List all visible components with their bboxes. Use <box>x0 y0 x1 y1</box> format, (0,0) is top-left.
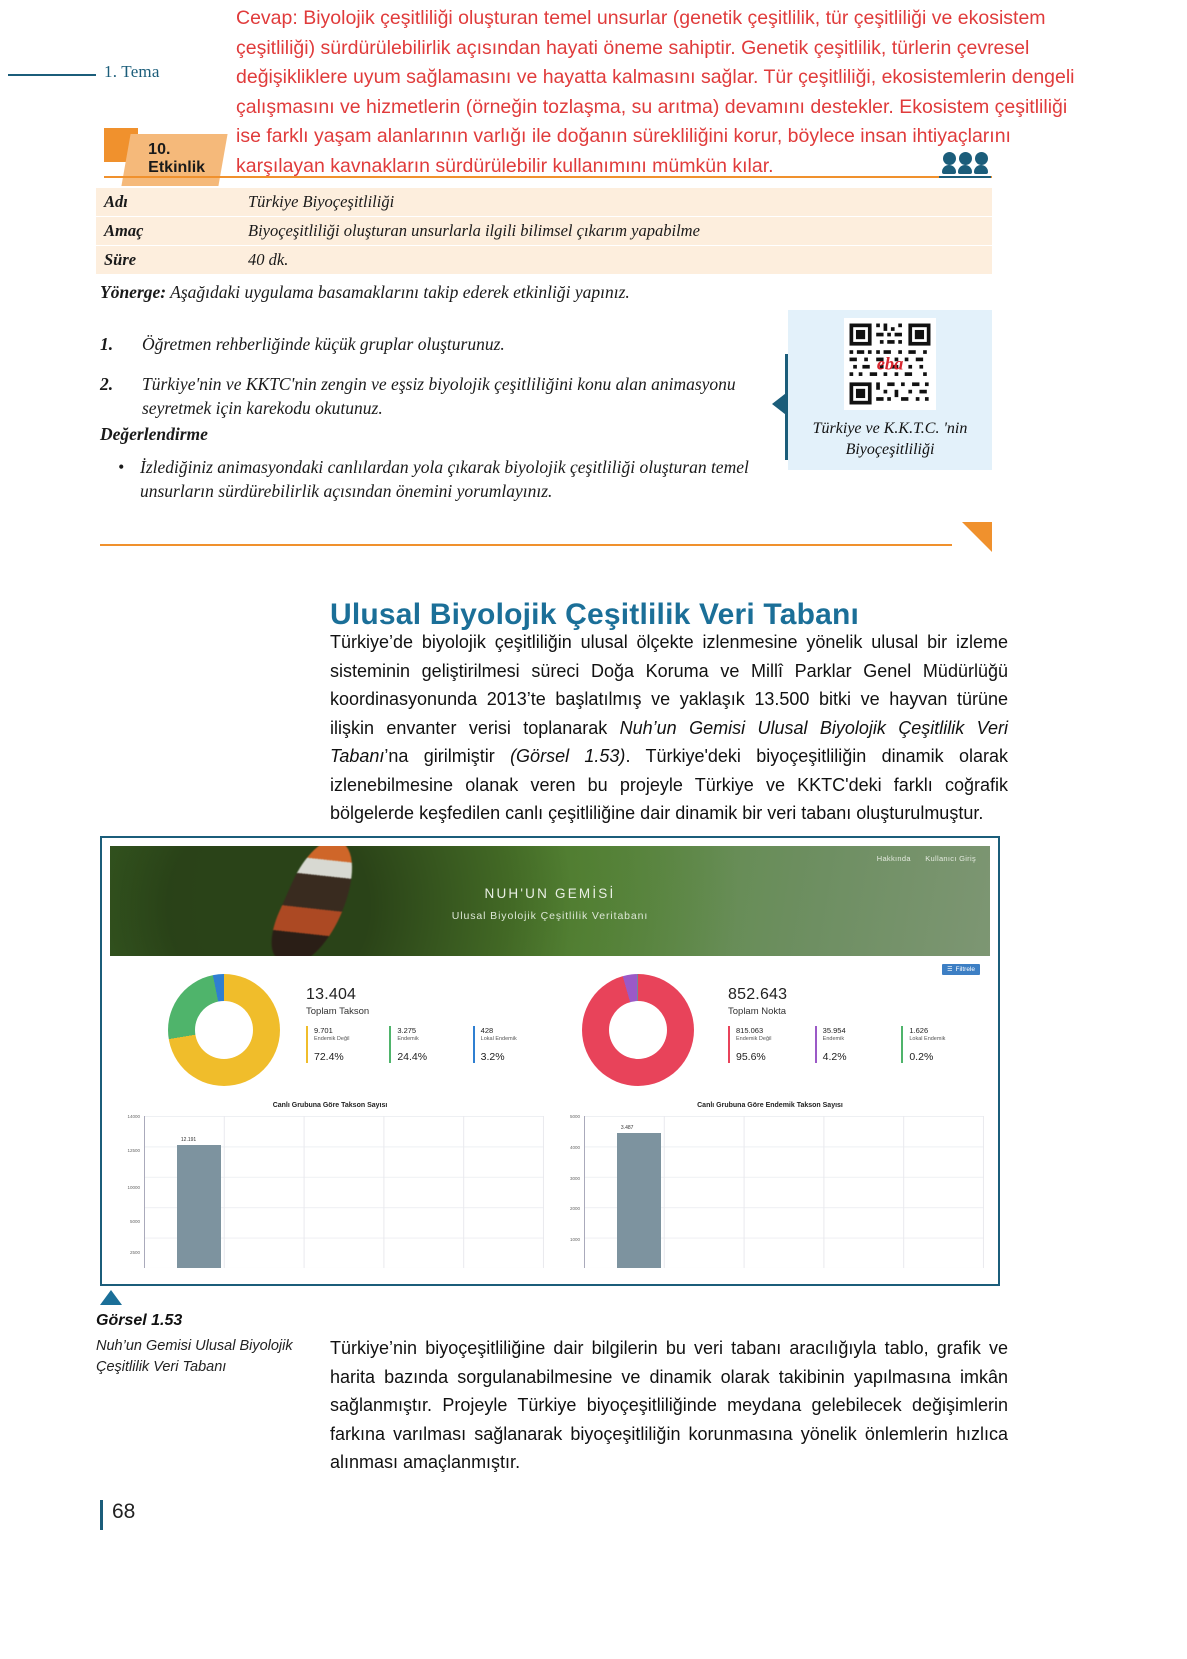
article-body <box>330 628 1008 828</box>
instruction-label: Yönerge: <box>100 282 167 302</box>
dashboard-summary-panels <box>110 956 990 1098</box>
metric-value: 428 <box>480 1026 494 1035</box>
bullet-icon: • <box>118 457 125 477</box>
metric-percent: 4.2% <box>822 1051 847 1063</box>
chart-title: Canlı Grubuna Göre Takson Sayısı <box>272 1102 388 1109</box>
taxon-bar-chart <box>110 1098 550 1276</box>
page-number: 68 <box>112 1500 136 1523</box>
taxon-stats <box>306 986 546 1063</box>
metric-label: Endemik <box>822 1036 845 1042</box>
metric-endemik <box>389 1026 462 1063</box>
row-key: Süre <box>96 246 240 275</box>
body-italic-1: Nuh’un Gemisi Ulusal Biyolojik Çeşitlilik Veri Tabanı <box>330 717 1008 766</box>
metric-label: Lokal Endemik <box>909 1036 946 1042</box>
filter-button[interactable] <box>942 964 980 975</box>
taxon-total-label: Toplam Takson <box>306 1006 370 1017</box>
y-tick: 5000 <box>129 1218 140 1224</box>
metric-endemik-degil <box>306 1026 379 1063</box>
row-key: Amaç <box>96 217 240 246</box>
chart-title: Canlı Grubuna Göre Endemik Takson Sayısı <box>697 1102 843 1109</box>
y-axis-ticks <box>552 1114 582 1268</box>
taxon-summary-panel <box>110 956 550 1098</box>
row-value: Türkiye Biyoçeşitliliği <box>240 188 992 217</box>
group-work-icon <box>939 152 991 178</box>
metric-lokal-endemik <box>901 1026 978 1063</box>
folio-rule <box>100 1500 103 1530</box>
bar-value-label: 3.487 <box>620 1125 634 1132</box>
theme-rule <box>8 74 96 76</box>
plot-area <box>584 1116 984 1268</box>
metric-percent: 95.6% <box>736 1051 766 1063</box>
taxon-total-value: 13.404 <box>306 986 357 1003</box>
y-tick: 4000 <box>569 1144 580 1150</box>
metric-percent: 0.2% <box>909 1051 934 1063</box>
point-donut-chart <box>582 974 694 1086</box>
row-value: 40 dk. <box>240 246 992 275</box>
instruction-steps <box>100 332 780 436</box>
list-item <box>100 332 780 356</box>
y-tick: 12500 <box>127 1147 140 1153</box>
figure-caption-subtitle: Nuh’un Gemisi Ulusal Biyolojik Çeşitlilik Veri Tabanı <box>96 1338 293 1375</box>
nav-item-login[interactable]: Kullanıcı Giriş <box>925 854 976 863</box>
point-total-label: Toplam Nokta <box>728 1006 787 1017</box>
metric-value: 815.063 <box>736 1026 764 1035</box>
dashboard-bar-charts <box>110 1098 990 1276</box>
step-number: 2. <box>100 374 114 394</box>
theme-label: 1. Tema <box>104 62 160 81</box>
row-value: Biyoçeşitliliği oluşturan unsurlarla ilgili bilimsel çıkarım yapabilme <box>240 217 992 246</box>
body-part-1: Türkiye’de biyolojik çeşitliliğin ulusal ölçekte izlenmesine yönelik ulusal bir izleme sisteminin geliştirilmesi süreci Doğa Koruma ve Millî Parklar Genel Müdürlüğü koordinasyonunda 2013’te başlatılmış ve yaklaşık 13.500 bitki ve hayvan türüne ilişkin envanter verisi toplanarak <box>330 632 1008 738</box>
nav-item-about[interactable]: Hakkında <box>876 854 911 863</box>
y-tick: 10000 <box>127 1184 140 1190</box>
plot-area <box>144 1116 544 1268</box>
evaluation-list <box>118 455 768 503</box>
instruction-line <box>100 282 800 303</box>
metric-value: 3.275 <box>397 1026 417 1035</box>
y-tick: 1000 <box>569 1237 580 1243</box>
y-tick: 2000 <box>569 1206 580 1212</box>
eba-brand-text: eba <box>876 353 904 374</box>
bar <box>177 1145 221 1268</box>
step-number: 1. <box>100 334 114 354</box>
qr-caption <box>788 418 992 460</box>
endemic-taxon-bar-chart <box>550 1098 990 1276</box>
body-italic-2: (Görsel 1.53) <box>510 746 626 766</box>
evaluation-heading: Değerlendirme <box>100 424 208 444</box>
instruction-text: Aşağıdaki uygulama basamaklarını takip ederek etkinliği yapınız. <box>166 282 630 302</box>
y-tick: 3000 <box>569 1175 580 1181</box>
answer-text: Cevap: Biyolojik çeşitliliği oluşturan temel unsurlar (genetik çeşitlilik, tür çeşitliliği ve ekosistem çeşitliliği) sürdürülebilirlik açısından hayati öneme sahiptir. Genetik çeşitlilik, türlerin çevresel değişikliklere uyum sağlamasını ve hayatta kalmasını sağlar. Tür çeşitliliği, ekosistemlerin dengeli çalışmasını ve hizmetlerin (örneğin tozlaşma, su arıtma) devamını destekler. Ekosistem çeşitliliği ise farklı yaşam alanlarının varlığı ile doğanın sürekliliğini korur, böylece insan ihtiyaçlarını karşılayan kavnakların sürdürülebilir kullanımını mümkün kılar. <box>236 7 1075 177</box>
table-row <box>96 246 992 275</box>
bar-value-label: 12.191 <box>180 1137 197 1144</box>
section-divider <box>100 544 952 546</box>
point-stats <box>728 986 978 1063</box>
metric-percent: 3.2% <box>480 1051 505 1063</box>
row-key: Adı <box>96 188 240 217</box>
metric-value: 1.626 <box>909 1026 929 1035</box>
bar <box>617 1133 661 1268</box>
dashboard-title: NUH'UN GEMİSİ <box>484 886 616 901</box>
dashboard-subtitle: Ulusal Biyolojik Çeşitlilik Veritabanı <box>451 910 649 922</box>
qr-caption-line2: Biyoçeşitliliği <box>845 441 935 458</box>
dashboard-nav[interactable] <box>865 854 976 863</box>
list-item <box>118 455 768 503</box>
point-total-value: 852.643 <box>728 986 788 1003</box>
metric-percent: 72.4% <box>314 1051 344 1063</box>
closing-paragraph: Türkiye’nin biyoçeşitliliğine dair bilgilerin bu veri tabanı aracılığıyla tablo, grafik ve harita bazında sorgulanabilmesine ve dinamik olarak takibinin yapılmasına imkân sağlanmıştır. Projeyle Türkiye biyoçeşitliliğinde meydana gelebilecek değişimlerin farkına varılması sağlanarak biyoçeşitliliğin korunmasına yönelik önlemlerin hızlıca alınması amaçlanmıştır. <box>330 1338 1008 1472</box>
butterfly-photo <box>260 846 369 956</box>
y-axis-ticks <box>112 1114 142 1268</box>
caption-arrow-icon <box>100 1290 122 1305</box>
activity-rule <box>104 176 992 178</box>
step-text: Türkiye'nin ve KKTC'nin zengin ve eşsiz biyolojik çeşitliliğini konu alan animasyonu seyretmek için karekodu okutunuz. <box>142 374 736 418</box>
y-tick: 2500 <box>129 1249 140 1255</box>
dashboard-hero-banner <box>110 846 990 956</box>
taxon-donut-chart <box>168 974 280 1086</box>
metric-endemik-degil <box>728 1026 805 1063</box>
evaluation-text: İzlediğiniz animasyondaki canlılardan yola çıkarak biyolojik çeşitliliği oluşturan temel unsurların sürdürebilirlik açısından önemini yorumlayınız. <box>140 457 749 501</box>
qr-caption-line1: Türkiye ve K.K.T.C. 'nin <box>812 420 968 437</box>
metric-endemik <box>815 1026 892 1063</box>
metric-value: 35.954 <box>822 1026 846 1035</box>
metric-value: 9.701 <box>314 1026 333 1035</box>
y-tick: 5000 <box>569 1114 580 1119</box>
step-text: Öğretmen rehberliğinde küçük gruplar oluşturunuz. <box>142 334 505 354</box>
metric-percent: 24.4% <box>397 1051 428 1063</box>
figure-caption-title: Görsel 1.53 <box>96 1312 183 1329</box>
metric-label: Endemik <box>397 1036 419 1042</box>
activity-info-table <box>96 188 992 275</box>
metric-label: Endemik Değil <box>736 1036 772 1042</box>
y-tick: 14000 <box>127 1114 140 1119</box>
list-item <box>100 372 780 420</box>
section-corner-shape <box>962 522 992 552</box>
body-part-3: . Türkiye'deki biyoçeşitliliğin dinamik olarak izlenebilmesine olanak veren bu projeyle Türkiye ve KKTC'deki farklı coğrafik bölgelerde keşfedilen canlı çeşitliliğine dair dinamik bir veri tabanı oluşturulmuştur. <box>330 746 1008 823</box>
table-row <box>96 217 992 246</box>
metric-lokal-endemik <box>473 1026 546 1063</box>
figure-screenshot <box>100 836 1000 1286</box>
metric-label: Endemik Değil <box>314 1036 350 1042</box>
activity-tab-chip <box>121 134 227 186</box>
page-title: Ulusal Biyolojik Çeşitlilik Veri Tabanı <box>330 598 860 632</box>
qr-code-icon[interactable] <box>844 318 936 410</box>
filter-icon: ☰ <box>947 967 953 973</box>
activity-tab-label: 10. Etkinlik <box>148 141 206 176</box>
metric-label: Lokal Endemik <box>480 1036 517 1042</box>
body-part-2: ’na girilmiştir <box>384 746 511 766</box>
point-summary-panel <box>550 956 990 1098</box>
table-row <box>96 188 992 217</box>
filter-button-label: Filtrele <box>955 966 975 973</box>
